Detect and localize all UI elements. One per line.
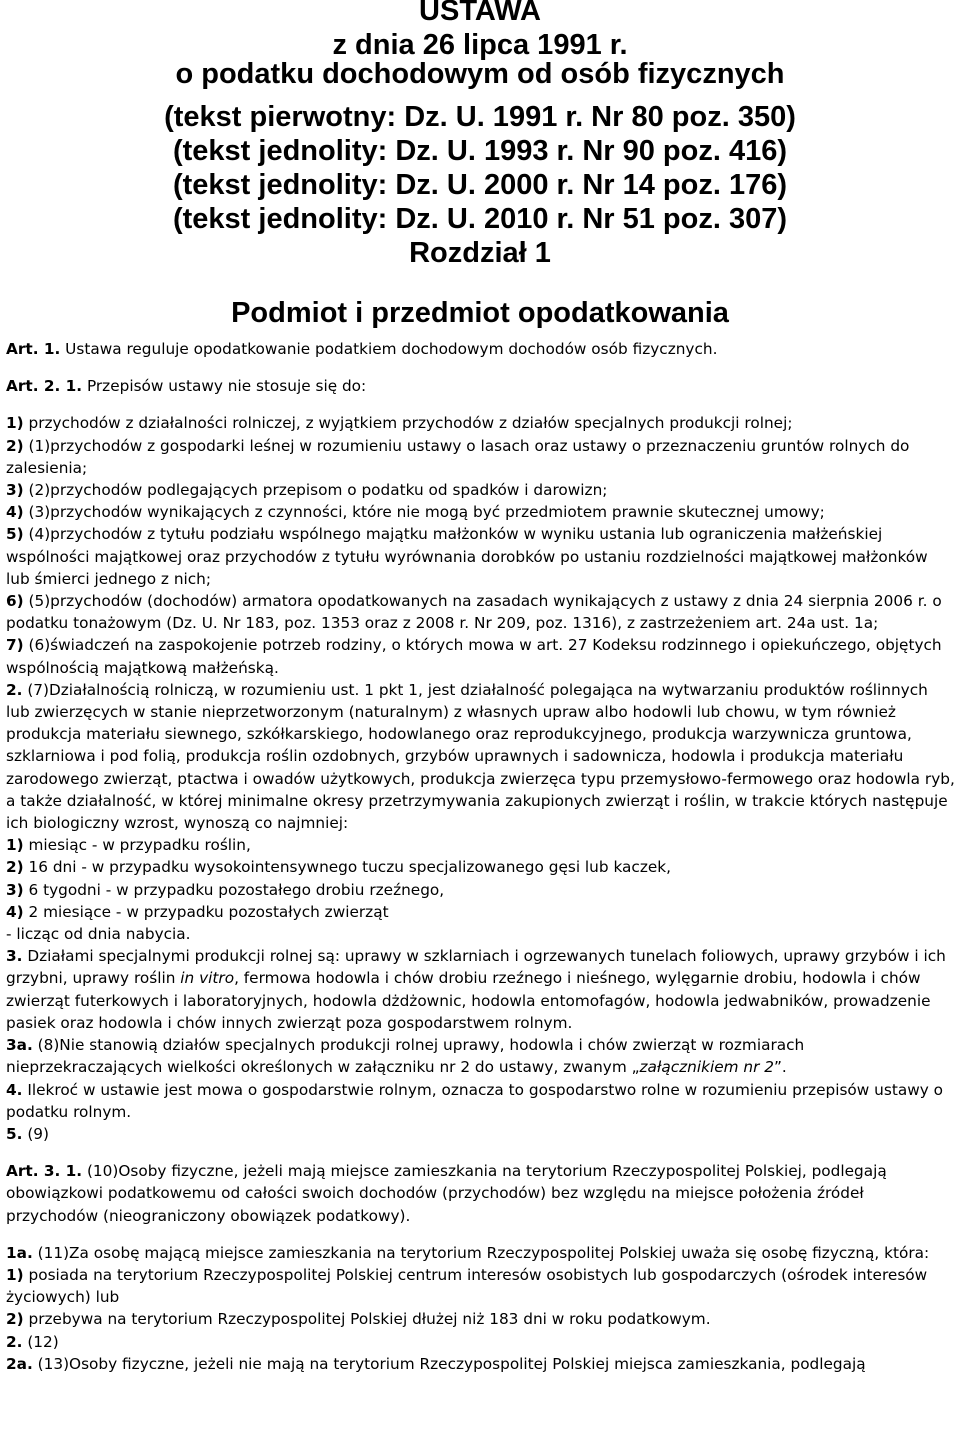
paragraph-marker: Art. 2. 1. — [6, 377, 83, 396]
list-item — [6, 590, 956, 634]
list-item — [6, 1308, 956, 1330]
paragraph-marker: 3) — [6, 481, 24, 500]
paragraph-text: (11)Za osobę mającą miejsce zamieszkania na terytorium Rzeczypospolitej Polskiej uważa się osobę fizyczną, która: — [32, 1243, 930, 1262]
article-paragraph — [6, 1079, 956, 1123]
act-date: z dnia 26 lipca 1991 r. — [332, 29, 628, 61]
article-paragraph — [6, 1353, 956, 1375]
paragraph-text: - licząc od dnia nabycia. — [6, 925, 191, 944]
list-item — [6, 501, 956, 523]
paragraph-marker: Art. 1. — [6, 340, 61, 358]
paragraph-text: (5)przychodów (dochodów) armatora opodatkowanych na zasadach wynikających z ustawy z dnia 24 sierpnia 2006 r. o podatku tonażowym (Dz. U. Nr 183, poz. 1353 oraz z 2008 r. Nr 209, poz. 1316), z zastrzeżeniem art. 24a ust. 1a; — [6, 592, 942, 633]
paragraph-text: , fermowa hodowla i chów drobiu rzeźnego i nieśnego, wylęgarnie drobiu, hodowla i chów zwierząt futerkowych i laboratoryjnych, hodowla dżdżownic, hodowla entomofagów, hodowla jedwabników, prowadzenie pasiek oraz hodowla i chów innych zwierząt poza gospodarstwem rolnym. — [6, 969, 931, 1032]
source-line: (tekst jednolity: Dz. U. 2010 r. Nr 51 poz. 307) — [172, 203, 788, 235]
paragraph-text: (4)przychodów z tytułu podziału wspólnego majątku małżonków w wyniku ustania lub ograniczenia małżeńskiej wspólności majątkowej oraz przychodów z tytułu wyrównania dorobków po ustaniu rozdzielności majątkowej małżonków lub śmierci jednego z nich; — [6, 525, 928, 588]
paragraph-marker: 1) — [6, 414, 24, 433]
paragraph-text: (9) — [22, 1124, 49, 1143]
paragraph-marker: Art. 3. 1. — [6, 1162, 83, 1181]
paragraph-marker: 5) — [6, 525, 24, 544]
paragraph-text: ”. — [773, 1058, 787, 1077]
list-item — [6, 412, 956, 434]
italic-term: załącznikiem nr 2 — [639, 1058, 774, 1077]
paragraph-text: (7)Działalnością rolniczą, w rozumieniu ust. 1 pkt 1, jest działalność polegająca na wytwarzaniu produktów roślinnych lub zwierzęcych w stanie nieprzetworzonym (naturalnym) z własnych upraw albo hodowli lub chowu, w tym również produkcja materiału siewnego, szkółkarskiego, hodowlanego oraz reprodukcyjnego, produkcja warzywnicza gruntowa, szklarniowa i pod folią, produkcja roślin ozdobnych, grzybów uprawnych i sadownicza, hodowla i produkcja materiału zarodowego zwierząt, ptactwa i owadów użytkowych, produkcja zwierzęca typu przemysłowo-fermowego oraz hodowla ryb, a także działalność, w której minimalne okresy przetrzymywania zakupionych zwierząt i roślin, w trakcie których następuje ich biologiczny wzrost, wynoszą co najmniej: — [6, 680, 955, 833]
act-title: USTAWA — [419, 0, 541, 27]
list-item — [6, 1264, 956, 1308]
list-item — [6, 856, 956, 878]
italic-term: in vitro — [180, 969, 235, 988]
paragraph-text: posiada na terytorium Rzeczypospolitej Polskiej centrum interesów osobistych lub gospodarczych (ośrodek interesów życiowych) lub — [6, 1265, 928, 1307]
source-line: (tekst jednolity: Dz. U. 1993 r. Nr 90 poz. 416) — [172, 135, 788, 167]
chapter-title: Podmiot i przedmiot opodatkowania — [231, 297, 729, 329]
list-item — [6, 923, 956, 945]
article-paragraph — [6, 945, 956, 1034]
paragraph-text: przebywa na terytorium Rzeczypospolitej Polskiej dłużej niż 183 dni w roku podatkowym. — [23, 1310, 711, 1329]
paragraph-text: (10)Osoby fizyczne, jeżeli mają miejsce zamieszkania na terytorium Rzeczypospolitej Polskiej, podlegają obowiązkowi podatkowemu od całości swoich dochodów (przychodów) bez względu na miejsce położenia źródeł przychodów (nieograniczony obowiązek podatkowy). — [6, 1162, 887, 1225]
article-paragraph — [6, 1123, 956, 1145]
paragraph-marker: 3) — [6, 880, 24, 899]
paragraph-marker: 4. — [6, 1080, 23, 1099]
source-line: (tekst pierwotny: Dz. U. 1991 r. Nr 80 poz. 350) — [164, 101, 796, 133]
paragraph-marker: 1) — [6, 836, 24, 855]
list-item — [6, 834, 956, 856]
paragraph-text: Ilekroć w ustawie jest mowa o gospodarstwie rolnym, oznacza to gospodarstwo rolne w rozumieniu przepisów ustawy o podatku rolnym. — [6, 1080, 943, 1121]
article-paragraph — [6, 375, 956, 397]
list-item — [6, 435, 956, 479]
paragraph-text: (3)przychodów wynikających z czynności, które nie mogą być przedmiotem prawnie skutecznej umowy; — [23, 503, 825, 522]
paragraph-text: 6 tygodni - w przypadku pozostałego drobiu rzeźnego, — [23, 880, 445, 899]
paragraph-text: 16 dni - w przypadku wysokointensywnego tuczu specjalizowanego gęsi lub kaczek, — [23, 858, 671, 877]
paragraph-text: Ustawa reguluje opodatkowanie podatkiem dochodowym dochodów osób fizycznych. — [60, 340, 718, 358]
paragraph-marker: 2) — [6, 436, 24, 455]
paragraph-text: (12) — [22, 1332, 59, 1351]
list-item — [6, 901, 956, 923]
source-line: (tekst jednolity: Dz. U. 2000 r. Nr 14 poz. 176) — [172, 169, 788, 201]
document-body — [6, 338, 956, 1375]
list-item — [6, 523, 956, 590]
paragraph-marker: 2a. — [6, 1354, 33, 1373]
paragraph-marker: 4) — [6, 902, 24, 921]
paragraph-text: (13)Osoby fizyczne, jeżeli nie mają na terytorium Rzeczypospolitej Polskiej miejsca zamieszkania, podlegają — [32, 1354, 866, 1373]
paragraph-text: Działami specjalnymi produkcji rolnej są: uprawy w szklarniach i ogrzewanych tunelach foliowych, uprawy grzybów i ich grzybni, uprawy roślin — [6, 947, 946, 988]
list-item — [6, 479, 956, 501]
act-subject: o podatku dochodowym od osób fizycznych — [175, 58, 785, 90]
list-item — [6, 634, 956, 678]
paragraph-text: (1)przychodów z gospodarki leśnej w rozumieniu ustawy o lasach oraz ustawy o przeznaczeniu gruntów rolnych do zalesienia; — [6, 436, 910, 477]
paragraph-marker: 3. — [6, 947, 23, 966]
paragraph-marker: 6) — [6, 592, 24, 611]
paragraph-marker: 2. — [6, 1332, 23, 1351]
paragraph-marker: 1a. — [6, 1243, 33, 1262]
paragraph-text: miesiąc - w przypadku roślin, — [23, 836, 251, 855]
article-paragraph — [6, 679, 956, 834]
chapter-heading: Rozdział 1 — [409, 237, 551, 269]
paragraph-text: (2)przychodów podlegających przepisom o podatku od spadków i darowizn; — [23, 481, 608, 500]
paragraph-text: (8)Nie stanowią działów specjalnych produkcji rolnej uprawy, hodowla i chów zwierząt w rozmiarach nieprzekraczających wielkości określonych w załączniku nr 2 do ustawy, zwanym „ — [6, 1036, 805, 1077]
article-paragraph — [6, 1331, 956, 1353]
paragraph-marker: 5. — [6, 1124, 23, 1143]
paragraph-text: przychodów z działalności rolniczej, z wyjątkiem przychodów z działów specjalnych produkcji rolnej; — [23, 414, 793, 433]
paragraph-text: Przepisów ustawy nie stosuje się do: — [82, 377, 367, 396]
paragraph-text: 2 miesiące - w przypadku pozostałych zwierząt — [23, 902, 389, 921]
article-paragraph — [6, 338, 956, 360]
article-paragraph — [6, 1034, 956, 1078]
paragraph-marker: 2. — [6, 680, 23, 699]
paragraph-marker: 7) — [6, 636, 24, 655]
paragraph-marker: 1) — [6, 1265, 24, 1284]
article-paragraph — [6, 1160, 956, 1227]
paragraph-marker: 4) — [6, 503, 24, 522]
article-paragraph — [6, 1242, 956, 1264]
paragraph-marker: 2) — [6, 858, 24, 877]
paragraph-marker: 3a. — [6, 1036, 33, 1055]
paragraph-text: (6)świadczeń na zaspokojenie potrzeb rodziny, o których mowa w art. 27 Kodeksu rodzinnego i opiekuńczego, objętych wspólnością majątkową małżeńską. — [6, 636, 942, 677]
list-item — [6, 879, 956, 901]
paragraph-marker: 2) — [6, 1310, 24, 1329]
